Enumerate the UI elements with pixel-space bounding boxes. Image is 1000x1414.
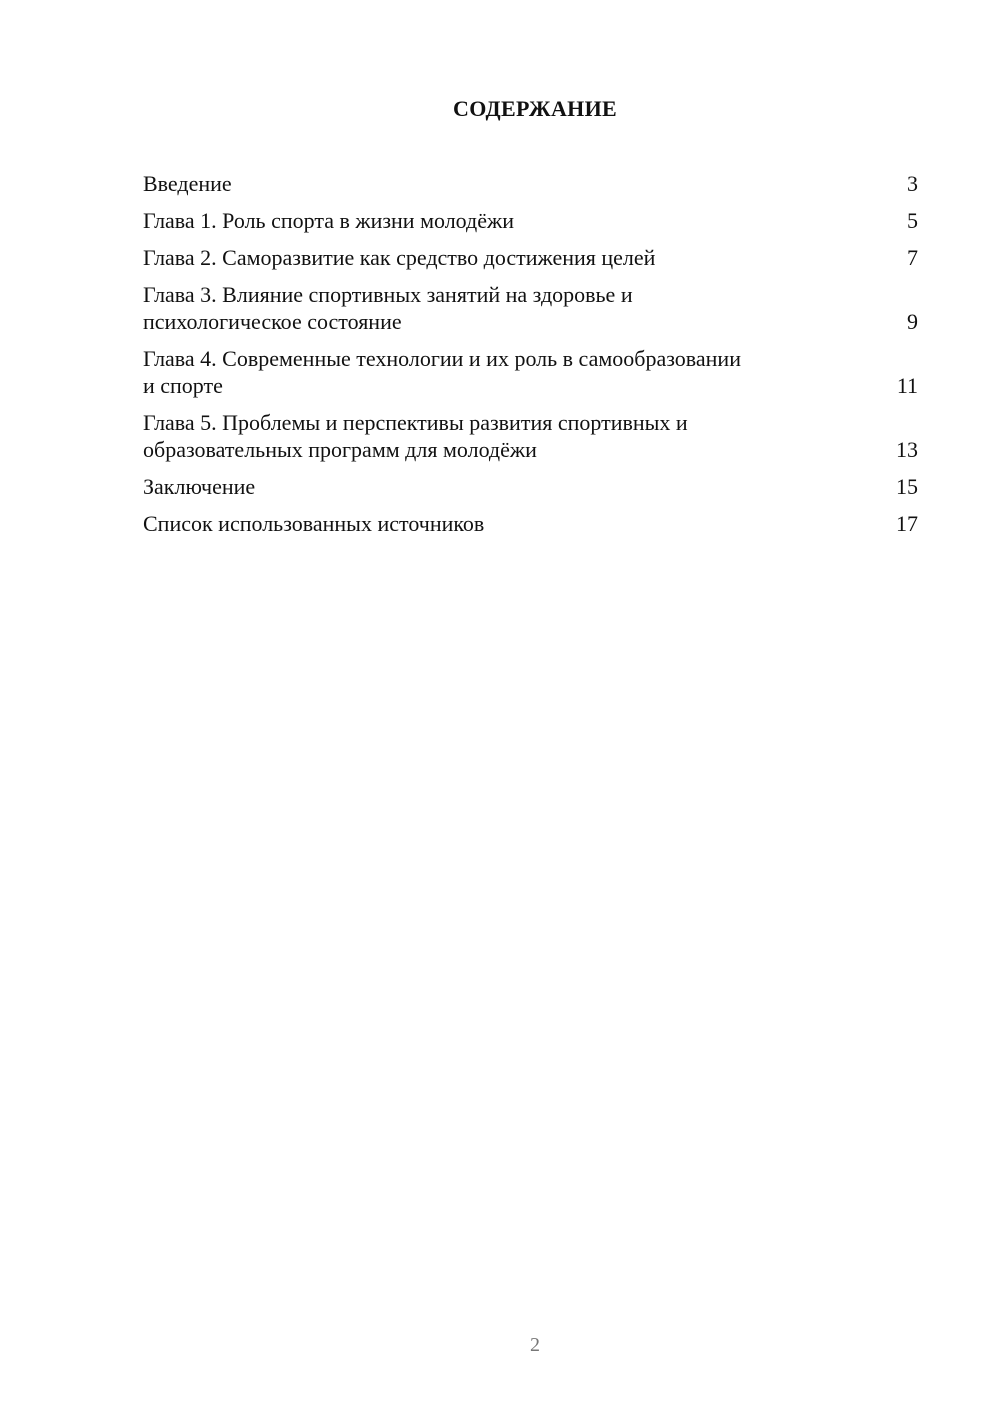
toc-entry-label: Глава 4. Современные технологии и их роль в самообразовании и спорте	[143, 346, 741, 398]
toc-entry-chapter-1	[143, 207, 918, 234]
toc-entry-page: 11	[896, 373, 918, 398]
toc-entry-page: 3	[907, 171, 918, 196]
page-number: 2	[530, 1334, 540, 1356]
toc-entry-label: Введение	[143, 171, 232, 196]
toc-entry-label: Глава 2. Саморазвитие как средство достижения целей	[143, 245, 656, 270]
toc-entry-label: Заключение	[143, 474, 256, 499]
toc-entry-page: 13	[896, 437, 918, 462]
page-title: СОДЕРЖАНИЕ	[453, 96, 617, 121]
toc-entry-chapter-4	[143, 345, 918, 399]
toc-entry-label: Глава 5. Проблемы и перспективы развития спортивных и образовательных программ для молодёжи	[143, 410, 688, 462]
toc-entry-chapter-5	[143, 409, 918, 463]
toc-entry-label: Список использованных источников	[143, 511, 485, 536]
toc-entry-chapter-3	[143, 281, 918, 335]
toc-entry-page: 17	[896, 511, 918, 536]
toc-entry-introduction	[143, 170, 918, 197]
toc-entry-page: 9	[907, 309, 918, 334]
toc-entry-conclusion	[143, 473, 918, 500]
toc-entry-chapter-2	[143, 244, 918, 271]
toc-entry-page: 5	[907, 208, 918, 233]
toc-entry-page: 7	[907, 245, 918, 270]
table-of-contents	[143, 170, 918, 547]
toc-entry-references	[143, 510, 918, 537]
toc-entry-label: Глава 1. Роль спорта в жизни молодёжи	[143, 208, 514, 233]
toc-entry-page: 15	[896, 474, 918, 499]
toc-entry-label: Глава 3. Влияние спортивных занятий на здоровье и психологическое состояние	[143, 282, 633, 334]
